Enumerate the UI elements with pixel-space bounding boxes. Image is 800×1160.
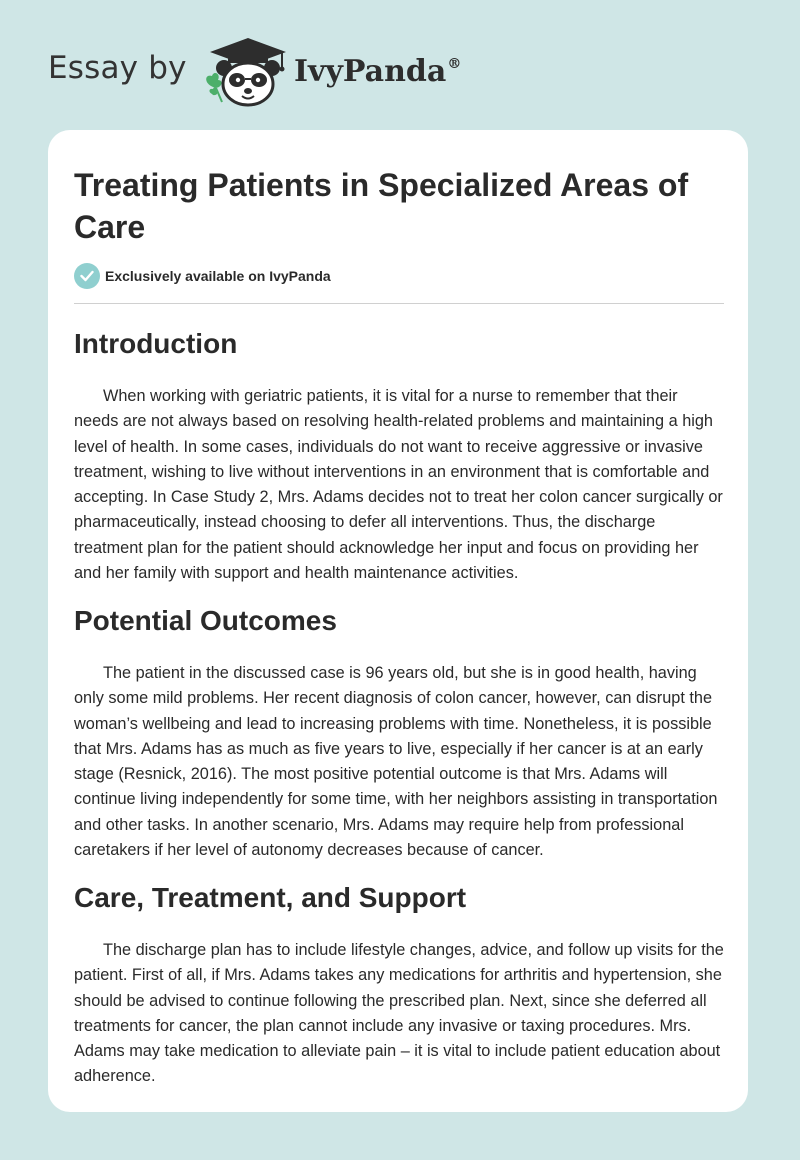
site-header — [0, 0, 800, 130]
brand-text: IvyPanda — [294, 54, 447, 89]
brand-name[interactable] — [294, 54, 461, 89]
essay-by-label: Essay by — [48, 50, 187, 86]
panda-graduation-cap-logo[interactable] — [202, 36, 294, 108]
exclusive-badge — [74, 263, 331, 289]
section-paragraph-potential-outcomes: The patient in the discussed case is 96 years old, but she is in good health, having only some mild problems. Her recent diagnosis of colon cancer, however, can disrupt the woman’s wellbeing and lead to increasing problems with time. Nonetheless, it is possible that Mrs. Adams has as much as five years to live, especially if her cancer is at an early stage (Resnick, 2016). The most positive potential outcome is that Mrs. Adams will continue living independently for some time, with her neighbors assisting in transportation and other tasks. In another scenario, Mrs. Adams may require help from professional caretakers if her level of autonomy decreases because of cancer. — [74, 664, 718, 860]
section-heading-care-treatment-support: Care, Treatment, and Support — [74, 882, 467, 913]
section-paragraph-introduction: When working with geriatric patients, it is vital for a nurse to remember that their needs are not always based on resolving health-related problems and maintaining a high level of health. In some cases, individuals do not want to receive aggressive or invasive treatment, wishing to live without interventions in an environment that is comfortable and accepting. In Case Study 2, Mrs. Adams decides not to treat her colon cancer surgically or pharmaceutically, instead choosing to defer all interventions. Thus, the discharge treatment plan for the patient should acknowledge her input and focus on providing her and her family with support and health maintenance activities. — [74, 387, 723, 583]
check-circle-icon — [74, 263, 100, 289]
section-heading-introduction: Introduction — [74, 328, 238, 359]
section-heading-potential-outcomes: Potential Outcomes — [74, 605, 337, 636]
article-title: Treating Patients in Specialized Areas of Care — [74, 167, 689, 245]
exclusive-label: Exclusively available on IvyPanda — [105, 268, 331, 284]
registered-mark: ® — [447, 56, 462, 72]
article-card — [48, 130, 748, 1112]
divider — [74, 303, 724, 304]
section-paragraph-care-treatment-support: The discharge plan has to include lifestyle changes, advice, and follow up visits for the patient. First of all, if Mrs. Adams takes any medications for arthritis and hypertension, she should be advised to continue following the prescribed plan. Next, since she deferred all treatments for cancer, the plan cannot include any invasive or taxing procedures. Mrs. Adams may take medication to alleviate pain – it is vital to include patient education about adherence. — [74, 941, 724, 1086]
